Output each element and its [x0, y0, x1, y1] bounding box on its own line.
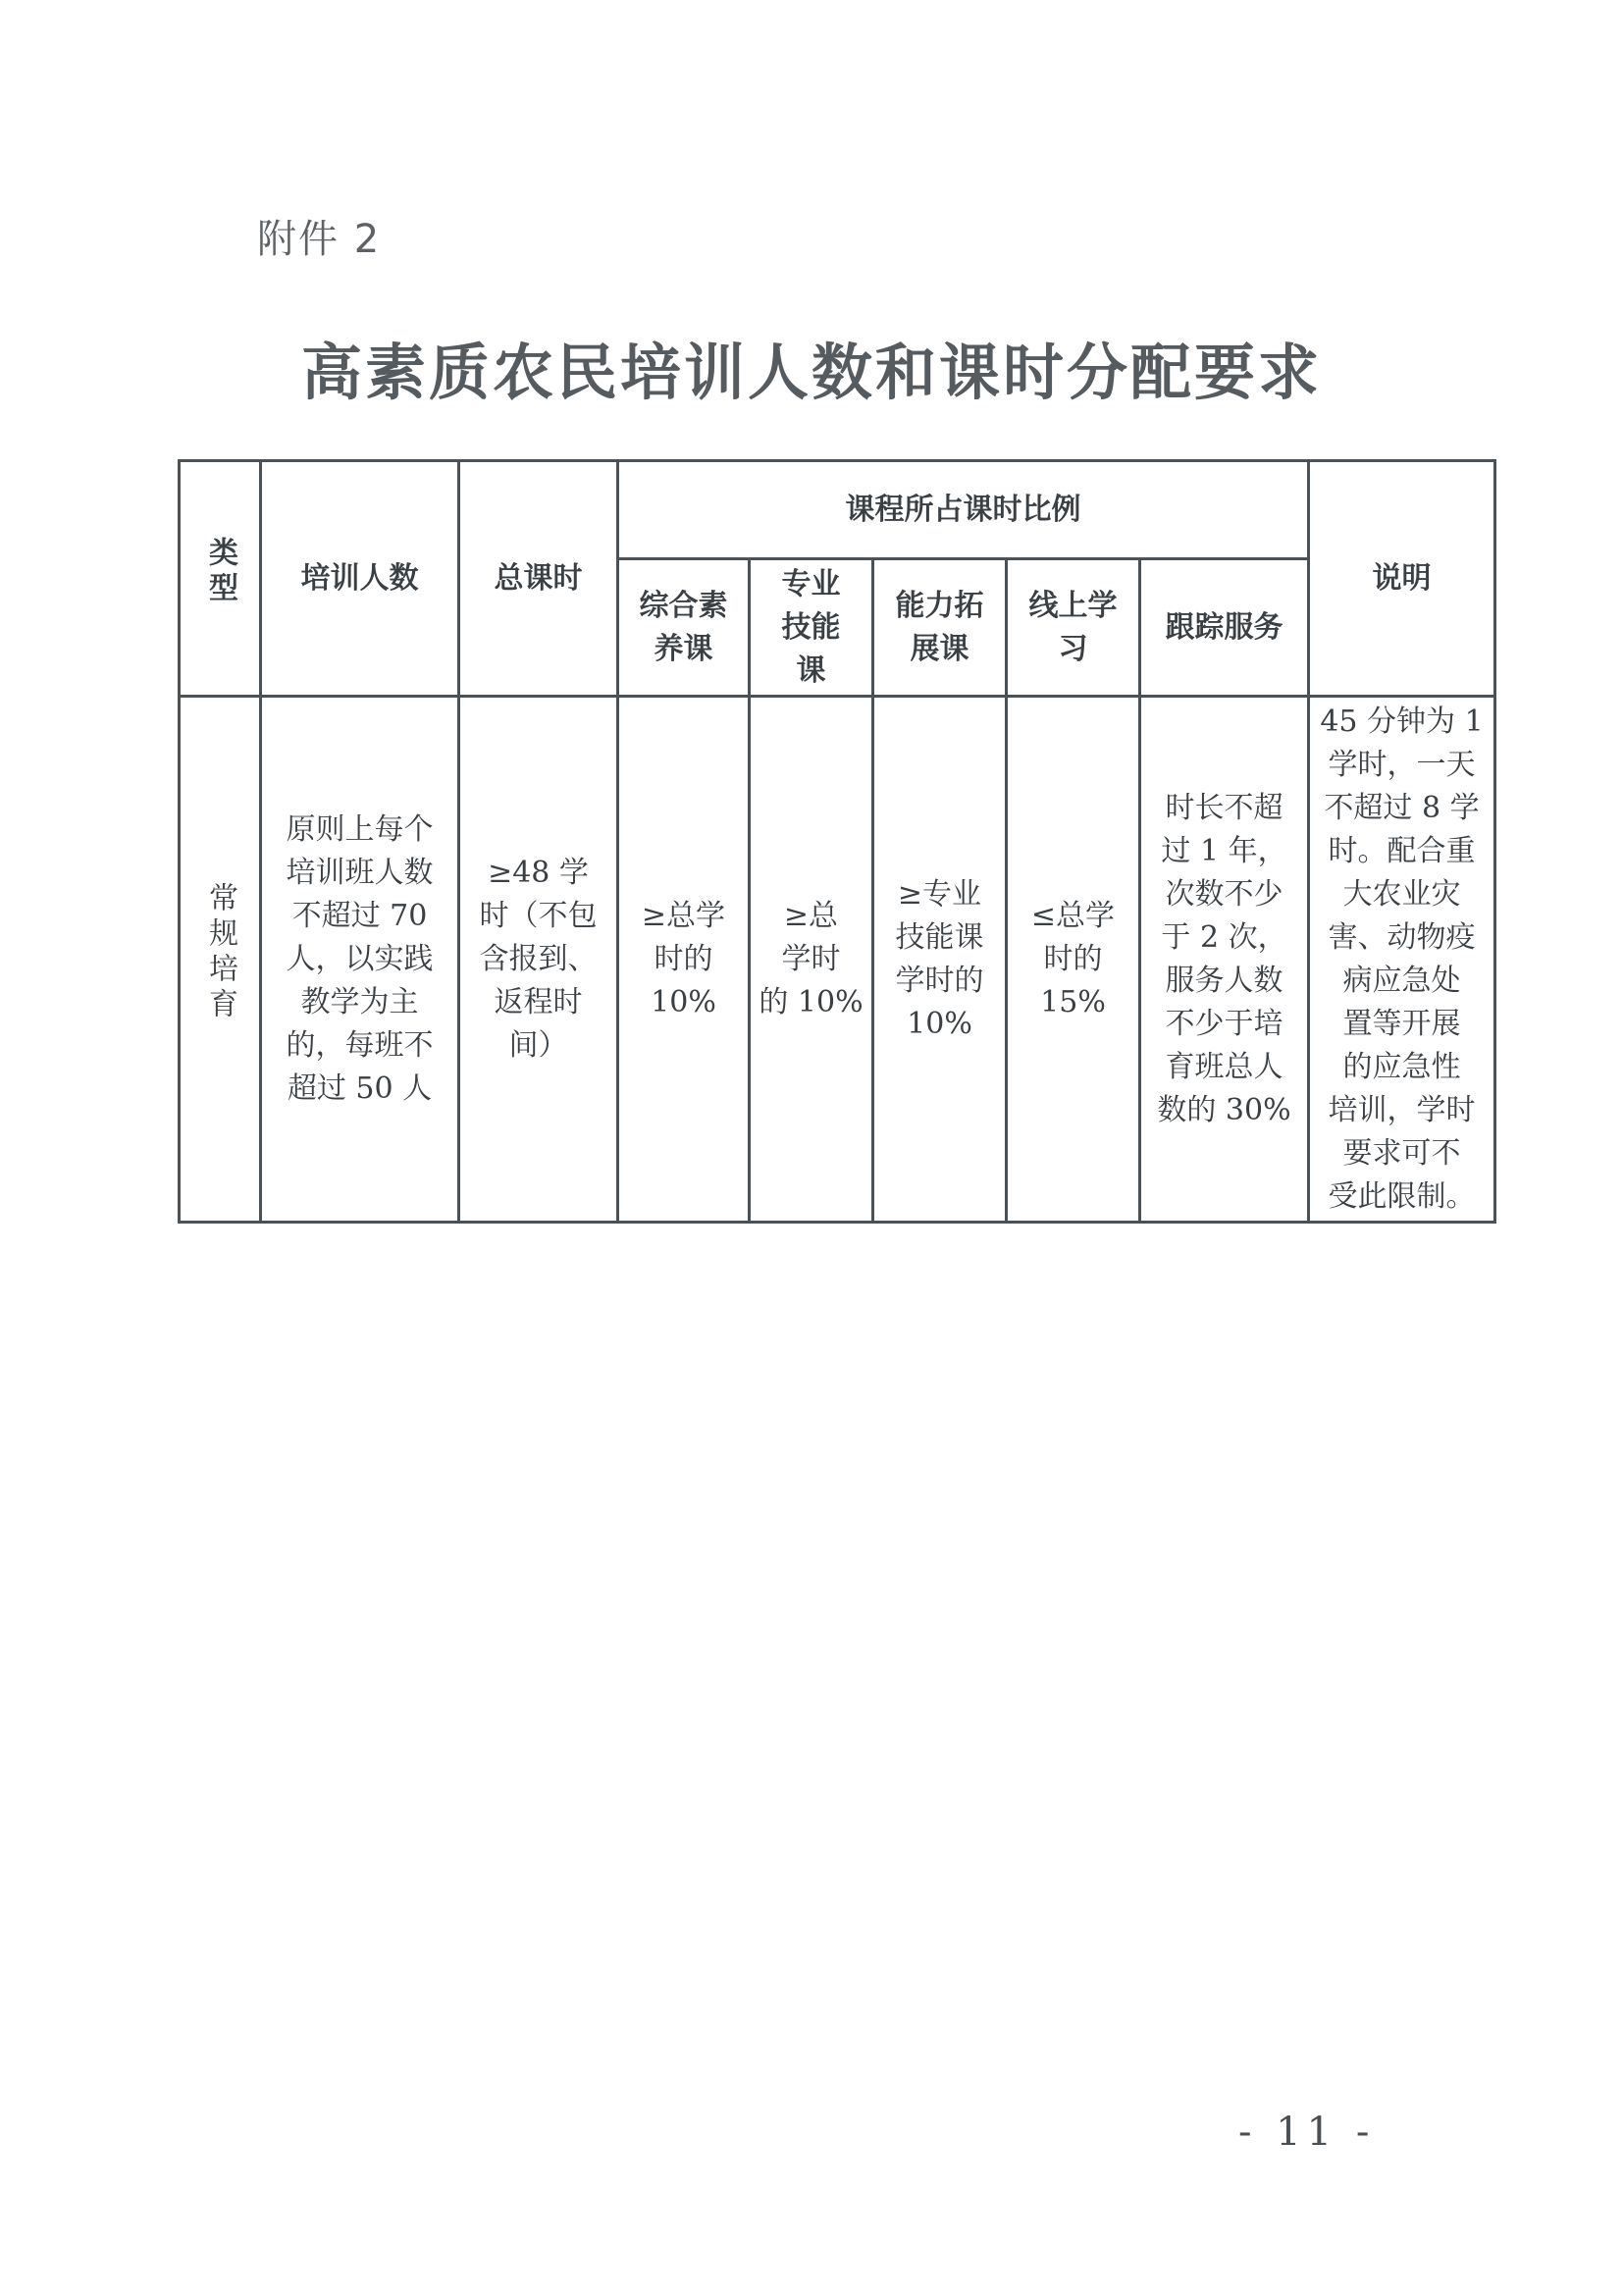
training-allocation-table	[178, 459, 1496, 1224]
header-type-label: 类型	[203, 537, 237, 607]
table-row	[180, 697, 1495, 1223]
header-online: 线上学 习	[1007, 559, 1140, 697]
header-capability: 能力拓 展课	[873, 559, 1007, 697]
cell-tracking: 时长不超 过 1 年， 次数不少 于 2 次， 服务人数 不少于培 育班总人 数的 30%	[1140, 697, 1309, 1223]
attachment-label: 附件 2	[257, 217, 382, 262]
cell-comprehensive: ≥总学 时的 10%	[618, 697, 750, 1223]
header-tracking: 跟踪服务	[1140, 559, 1309, 697]
page-number: - 11 -	[1238, 2110, 1376, 2155]
header-trainees: 培训人数	[261, 461, 459, 697]
header-row-1	[180, 461, 1495, 559]
cell-type	[180, 697, 261, 1223]
header-comprehensive: 综合素 养课	[618, 559, 750, 697]
header-type	[180, 461, 261, 697]
cell-capability: ≥专业 技能课 学时的 10%	[873, 697, 1007, 1223]
cell-trainees: 原则上每个 培训班人数 不超过 70 人，以实践 教学为主 的，每班不 超过 50 人	[261, 697, 459, 1223]
header-notes: 说明	[1309, 461, 1495, 697]
header-ratio-group: 课程所占课时比例	[618, 461, 1309, 559]
cell-total-hours: ≥48 学 时（不包 含报到、 返程时 间）	[459, 697, 618, 1223]
cell-notes: 45 分钟为 1 学时，一天 不超过 8 学 时。配合重 大农业灾 害、动物疫 病应急处 置等开展 的应急性 培训，学时 要求可不 受此限制。	[1309, 697, 1495, 1223]
header-total-hours: 总课时	[459, 461, 618, 697]
header-professional: 专业 技能 课	[750, 559, 873, 697]
cell-online: ≤总学 时的 15%	[1007, 697, 1140, 1223]
cell-professional: ≥总 学时 的 10%	[750, 697, 873, 1223]
document-title: 高素质农民培训人数和课时分配要求	[300, 337, 1322, 408]
cell-type-label: 常规培育	[203, 882, 237, 1023]
